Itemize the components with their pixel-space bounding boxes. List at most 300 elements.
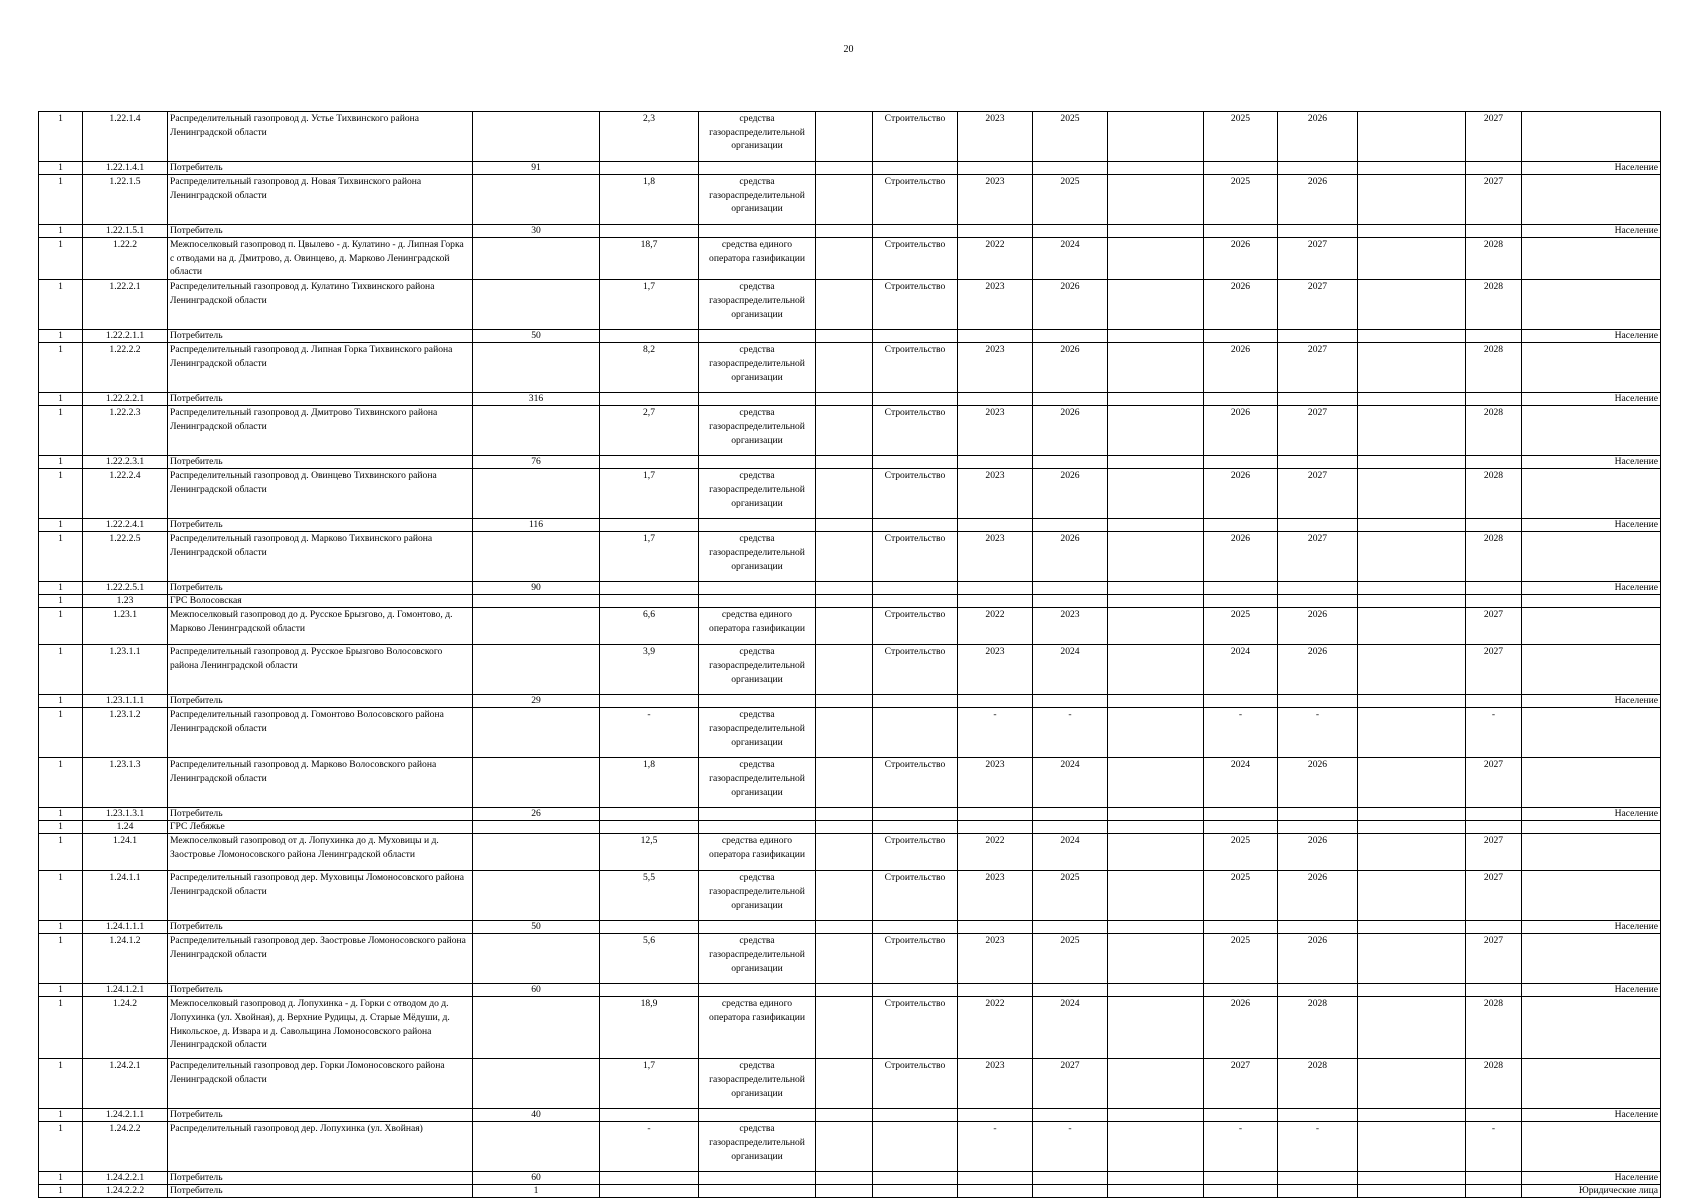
- consumer-category-cell: Население: [1522, 984, 1661, 997]
- supply-year-cell: [1278, 808, 1358, 821]
- connection-year-cell: -: [1204, 708, 1278, 758]
- consumer-count-cell: 50: [473, 921, 600, 934]
- blank-cell: [1108, 595, 1204, 608]
- funding-source-cell: средства газораспределительной организации: [699, 112, 816, 162]
- funding-source-cell: [699, 595, 816, 608]
- blank-cell: [1358, 469, 1466, 519]
- object-name-cell: Потребитель: [168, 1185, 473, 1198]
- object-name-cell: Распределительный газопровод д. Кулатино Тихвинского района Ленинградской области: [168, 280, 473, 330]
- object-name-cell: Распределительный газопровод д. Липная Горка Тихвинского района Ленинградской области: [168, 343, 473, 393]
- blank-cell: [1108, 393, 1204, 406]
- length-km-cell: 6,6: [600, 608, 699, 645]
- blank-cell: [1358, 921, 1466, 934]
- start-year-cell: 2023: [958, 758, 1033, 808]
- supply-year-cell: [1278, 393, 1358, 406]
- connection-year-cell: [1204, 921, 1278, 934]
- end-year-cell: 2025: [1033, 175, 1108, 225]
- connection-year-cell: 2025: [1204, 934, 1278, 984]
- work-type-cell: [873, 984, 958, 997]
- consumer-count-cell: [473, 532, 600, 582]
- row-index-cell: 1: [39, 997, 83, 1059]
- connection-year-cell: 2025: [1204, 112, 1278, 162]
- funding-source-cell: [699, 921, 816, 934]
- blank-cell: [1358, 112, 1466, 162]
- table-row: [39, 112, 1661, 162]
- length-km-cell: [600, 225, 699, 238]
- length-km-cell: 1,7: [600, 1059, 699, 1109]
- blank-cell: [1108, 582, 1204, 595]
- table-row: [39, 695, 1661, 708]
- completion-year-cell: [1466, 595, 1522, 608]
- completion-year-cell: 2027: [1466, 112, 1522, 162]
- supply-year-cell: 2027: [1278, 280, 1358, 330]
- object-name-cell: Потребитель: [168, 162, 473, 175]
- table-row: [39, 175, 1661, 225]
- completion-year-cell: 2027: [1466, 608, 1522, 645]
- consumer-count-cell: 26: [473, 808, 600, 821]
- start-year-cell: 2023: [958, 934, 1033, 984]
- row-index-cell: 1: [39, 1172, 83, 1185]
- length-km-cell: 1,8: [600, 758, 699, 808]
- item-code-cell: 1.24.1.1.1: [83, 921, 168, 934]
- completion-year-cell: [1466, 821, 1522, 834]
- row-index-cell: 1: [39, 984, 83, 997]
- consumer-count-cell: [473, 175, 600, 225]
- object-name-cell: Распределительный газопровод дер. Заостровье Ломоносовского района Ленинградской области: [168, 934, 473, 984]
- table-row: [39, 532, 1661, 582]
- supply-year-cell: 2026: [1278, 112, 1358, 162]
- funding-source-cell: [699, 821, 816, 834]
- table-row: [39, 406, 1661, 456]
- consumer-category-cell: Население: [1522, 695, 1661, 708]
- consumer-count-cell: [473, 469, 600, 519]
- blank-cell: [816, 532, 873, 582]
- object-name-cell: ГРС Волосовская: [168, 595, 473, 608]
- length-km-cell: [600, 162, 699, 175]
- completion-year-cell: [1466, 984, 1522, 997]
- row-index-cell: 1: [39, 280, 83, 330]
- end-year-cell: 2026: [1033, 280, 1108, 330]
- end-year-cell: [1033, 595, 1108, 608]
- completion-year-cell: [1466, 162, 1522, 175]
- supply-year-cell: [1278, 1185, 1358, 1198]
- item-code-cell: 1.22.2.5.1: [83, 582, 168, 595]
- row-index-cell: 1: [39, 645, 83, 695]
- blank-cell: [1358, 393, 1466, 406]
- table-row: [39, 758, 1661, 808]
- item-code-cell: 1.22.2.1: [83, 280, 168, 330]
- funding-source-cell: [699, 1172, 816, 1185]
- consumer-count-cell: [473, 1059, 600, 1109]
- consumer-count-cell: [473, 871, 600, 921]
- supply-year-cell: 2026: [1278, 175, 1358, 225]
- supply-year-cell: 2026: [1278, 645, 1358, 695]
- end-year-cell: 2024: [1033, 758, 1108, 808]
- blank-cell: [816, 330, 873, 343]
- supply-year-cell: 2027: [1278, 343, 1358, 393]
- blank-cell: [816, 393, 873, 406]
- blank-cell: [1108, 695, 1204, 708]
- page-number: 20: [843, 44, 854, 55]
- work-type-cell: [873, 1122, 958, 1172]
- blank-cell: [816, 758, 873, 808]
- consumer-count-cell: 91: [473, 162, 600, 175]
- blank-cell: [816, 469, 873, 519]
- supply-year-cell: [1278, 1109, 1358, 1122]
- row-index-cell: 1: [39, 238, 83, 280]
- work-type-cell: [873, 330, 958, 343]
- connection-year-cell: [1204, 1185, 1278, 1198]
- end-year-cell: [1033, 162, 1108, 175]
- connection-year-cell: 2026: [1204, 532, 1278, 582]
- blank-cell: [1358, 608, 1466, 645]
- blank-cell: [1358, 519, 1466, 532]
- row-index-cell: 1: [39, 821, 83, 834]
- connection-year-cell: 2026: [1204, 469, 1278, 519]
- start-year-cell: [958, 393, 1033, 406]
- consumer-category-cell: [1522, 608, 1661, 645]
- blank-cell: [816, 175, 873, 225]
- end-year-cell: 2027: [1033, 1059, 1108, 1109]
- object-name-cell: Распределительный газопровод д. Гомонтово Волосовского района Ленинградской области: [168, 708, 473, 758]
- work-type-cell: Строительство: [873, 280, 958, 330]
- item-code-cell: 1.23.1.3: [83, 758, 168, 808]
- item-code-cell: 1.24.2.1.1: [83, 1109, 168, 1122]
- supply-year-cell: 2026: [1278, 834, 1358, 871]
- consumer-count-cell: [473, 406, 600, 456]
- object-name-cell: Потребитель: [168, 695, 473, 708]
- completion-year-cell: [1466, 1185, 1522, 1198]
- blank-cell: [1358, 162, 1466, 175]
- completion-year-cell: 2028: [1466, 406, 1522, 456]
- blank-cell: [816, 519, 873, 532]
- completion-year-cell: [1466, 1109, 1522, 1122]
- item-code-cell: 1.24.1.1: [83, 871, 168, 921]
- start-year-cell: [958, 595, 1033, 608]
- table-row: [39, 519, 1661, 532]
- start-year-cell: -: [958, 708, 1033, 758]
- work-type-cell: [873, 456, 958, 469]
- row-index-cell: 1: [39, 330, 83, 343]
- end-year-cell: [1033, 1172, 1108, 1185]
- blank-cell: [816, 1109, 873, 1122]
- item-code-cell: 1.24.1.2: [83, 934, 168, 984]
- length-km-cell: [600, 582, 699, 595]
- consumer-category-cell: [1522, 469, 1661, 519]
- funding-source-cell: [699, 582, 816, 595]
- consumer-category-cell: [1522, 595, 1661, 608]
- work-type-cell: [873, 582, 958, 595]
- consumer-count-cell: [473, 595, 600, 608]
- blank-cell: [1108, 1122, 1204, 1172]
- supply-year-cell: [1278, 595, 1358, 608]
- blank-cell: [1358, 834, 1466, 871]
- item-code-cell: 1.24.2.2.2: [83, 1185, 168, 1198]
- object-name-cell: Потребитель: [168, 921, 473, 934]
- work-type-cell: Строительство: [873, 175, 958, 225]
- start-year-cell: 2023: [958, 469, 1033, 519]
- connection-year-cell: [1204, 1172, 1278, 1185]
- object-name-cell: Распределительный газопровод д. Русское Брызгово Волосовского района Ленинградской области: [168, 645, 473, 695]
- row-index-cell: 1: [39, 393, 83, 406]
- object-name-cell: Потребитель: [168, 330, 473, 343]
- blank-cell: [816, 1122, 873, 1172]
- work-type-cell: Строительство: [873, 834, 958, 871]
- blank-cell: [816, 582, 873, 595]
- consumer-category-cell: [1522, 1122, 1661, 1172]
- supply-year-cell: [1278, 695, 1358, 708]
- object-name-cell: Распределительный газопровод д. Марково Тихвинского района Ленинградской области: [168, 532, 473, 582]
- end-year-cell: [1033, 1185, 1108, 1198]
- blank-cell: [816, 343, 873, 393]
- row-index-cell: 1: [39, 469, 83, 519]
- table-row: [39, 343, 1661, 393]
- end-year-cell: 2023: [1033, 608, 1108, 645]
- blank-cell: [1358, 532, 1466, 582]
- object-name-cell: Распределительный газопровод д. Овинцево Тихвинского района Ленинградской области: [168, 469, 473, 519]
- length-km-cell: 1,8: [600, 175, 699, 225]
- end-year-cell: 2025: [1033, 871, 1108, 921]
- work-type-cell: Строительство: [873, 608, 958, 645]
- item-code-cell: 1.22.2.4.1: [83, 519, 168, 532]
- connection-year-cell: 2025: [1204, 834, 1278, 871]
- end-year-cell: [1033, 821, 1108, 834]
- work-type-cell: Строительство: [873, 997, 958, 1059]
- funding-source-cell: средства единого оператора газификации: [699, 238, 816, 280]
- object-name-cell: Потребитель: [168, 519, 473, 532]
- consumer-count-cell: [473, 834, 600, 871]
- completion-year-cell: 2028: [1466, 238, 1522, 280]
- work-type-cell: Строительство: [873, 532, 958, 582]
- length-km-cell: [600, 1109, 699, 1122]
- supply-year-cell: 2027: [1278, 406, 1358, 456]
- object-name-cell: Потребитель: [168, 1172, 473, 1185]
- connection-year-cell: [1204, 225, 1278, 238]
- blank-cell: [1358, 984, 1466, 997]
- blank-cell: [816, 406, 873, 456]
- blank-cell: [816, 1172, 873, 1185]
- row-index-cell: 1: [39, 595, 83, 608]
- consumer-category-cell: Население: [1522, 1109, 1661, 1122]
- end-year-cell: 2024: [1033, 997, 1108, 1059]
- supply-year-cell: 2026: [1278, 871, 1358, 921]
- consumer-count-cell: 1: [473, 1185, 600, 1198]
- start-year-cell: 2022: [958, 608, 1033, 645]
- row-index-cell: 1: [39, 532, 83, 582]
- blank-cell: [1358, 175, 1466, 225]
- supply-year-cell: 2026: [1278, 608, 1358, 645]
- blank-cell: [1358, 406, 1466, 456]
- start-year-cell: [958, 582, 1033, 595]
- consumer-count-cell: 90: [473, 582, 600, 595]
- object-name-cell: Распределительный газопровод д. Устье Тихвинского района Ленинградской области: [168, 112, 473, 162]
- connection-year-cell: [1204, 984, 1278, 997]
- connection-year-cell: [1204, 1109, 1278, 1122]
- consumer-count-cell: [473, 758, 600, 808]
- completion-year-cell: 2027: [1466, 758, 1522, 808]
- row-index-cell: 1: [39, 582, 83, 595]
- connection-year-cell: 2026: [1204, 997, 1278, 1059]
- start-year-cell: [958, 821, 1033, 834]
- blank-cell: [816, 645, 873, 695]
- table-row: [39, 469, 1661, 519]
- funding-source-cell: средства газораспределительной организации: [699, 175, 816, 225]
- connection-year-cell: 2026: [1204, 238, 1278, 280]
- start-year-cell: [958, 162, 1033, 175]
- funding-source-cell: средства газораспределительной организации: [699, 758, 816, 808]
- completion-year-cell: [1466, 921, 1522, 934]
- row-index-cell: 1: [39, 225, 83, 238]
- funding-source-cell: средства газораспределительной организации: [699, 343, 816, 393]
- item-code-cell: 1.23: [83, 595, 168, 608]
- consumer-count-cell: [473, 821, 600, 834]
- connection-year-cell: [1204, 582, 1278, 595]
- object-name-cell: Межпоселковый газопровод до д. Русское Брызгово, д. Гомонтово, д. Марково Ленинградской области: [168, 608, 473, 645]
- work-type-cell: Строительство: [873, 1059, 958, 1109]
- table-row: [39, 330, 1661, 343]
- supply-year-cell: [1278, 582, 1358, 595]
- row-index-cell: 1: [39, 1109, 83, 1122]
- work-type-cell: Строительство: [873, 343, 958, 393]
- blank-cell: [1108, 808, 1204, 821]
- blank-cell: [816, 834, 873, 871]
- object-name-cell: Распределительный газопровод д. Дмитрово Тихвинского района Ленинградской области: [168, 406, 473, 456]
- length-km-cell: 3,9: [600, 645, 699, 695]
- object-name-cell: Распределительный газопровод д. Марково Волосовского района Ленинградской области: [168, 758, 473, 808]
- completion-year-cell: -: [1466, 708, 1522, 758]
- object-name-cell: Потребитель: [168, 456, 473, 469]
- consumer-category-cell: Население: [1522, 582, 1661, 595]
- consumer-count-cell: [473, 708, 600, 758]
- row-index-cell: 1: [39, 695, 83, 708]
- blank-cell: [816, 112, 873, 162]
- blank-cell: [1358, 225, 1466, 238]
- supply-year-cell: [1278, 225, 1358, 238]
- funding-source-cell: средства газораспределительной организации: [699, 280, 816, 330]
- end-year-cell: [1033, 582, 1108, 595]
- blank-cell: [1358, 645, 1466, 695]
- length-km-cell: 12,5: [600, 834, 699, 871]
- work-type-cell: Строительство: [873, 758, 958, 808]
- start-year-cell: 2023: [958, 112, 1033, 162]
- consumer-category-cell: [1522, 758, 1661, 808]
- length-km-cell: 2,3: [600, 112, 699, 162]
- funding-source-cell: средства единого оператора газификации: [699, 608, 816, 645]
- item-code-cell: 1.22.2.2.1: [83, 393, 168, 406]
- blank-cell: [1108, 1109, 1204, 1122]
- connection-year-cell: 2025: [1204, 871, 1278, 921]
- consumer-category-cell: Население: [1522, 456, 1661, 469]
- connection-year-cell: 2026: [1204, 280, 1278, 330]
- start-year-cell: 2022: [958, 238, 1033, 280]
- work-type-cell: [873, 393, 958, 406]
- object-name-cell: Потребитель: [168, 1109, 473, 1122]
- blank-cell: [1358, 1122, 1466, 1172]
- connection-year-cell: 2025: [1204, 175, 1278, 225]
- end-year-cell: 2024: [1033, 645, 1108, 695]
- start-year-cell: [958, 519, 1033, 532]
- start-year-cell: 2023: [958, 343, 1033, 393]
- completion-year-cell: [1466, 1172, 1522, 1185]
- funding-source-cell: средства газораспределительной организации: [699, 934, 816, 984]
- blank-cell: [1108, 608, 1204, 645]
- item-code-cell: 1.23.1: [83, 608, 168, 645]
- blank-cell: [1108, 330, 1204, 343]
- table-row: [39, 997, 1661, 1059]
- consumer-count-cell: [473, 934, 600, 984]
- start-year-cell: 2023: [958, 406, 1033, 456]
- row-index-cell: 1: [39, 112, 83, 162]
- length-km-cell: 1,7: [600, 280, 699, 330]
- object-name-cell: Потребитель: [168, 225, 473, 238]
- work-type-cell: Строительство: [873, 238, 958, 280]
- connection-year-cell: [1204, 808, 1278, 821]
- table-row: [39, 225, 1661, 238]
- consumer-category-cell: [1522, 834, 1661, 871]
- length-km-cell: [600, 921, 699, 934]
- consumer-category-cell: Население: [1522, 921, 1661, 934]
- completion-year-cell: [1466, 695, 1522, 708]
- funding-source-cell: [699, 393, 816, 406]
- table-row: [39, 821, 1661, 834]
- work-type-cell: Строительство: [873, 406, 958, 456]
- supply-year-cell: 2027: [1278, 532, 1358, 582]
- blank-cell: [1108, 934, 1204, 984]
- connection-year-cell: 2024: [1204, 645, 1278, 695]
- item-code-cell: 1.22.2.2: [83, 343, 168, 393]
- blank-cell: [1358, 582, 1466, 595]
- row-index-cell: 1: [39, 175, 83, 225]
- item-code-cell: 1.22.1.4: [83, 112, 168, 162]
- item-code-cell: 1.24.2.2.1: [83, 1172, 168, 1185]
- blank-cell: [1358, 330, 1466, 343]
- supply-year-cell: -: [1278, 1122, 1358, 1172]
- consumer-count-cell: [473, 112, 600, 162]
- gasification-table: [38, 111, 1661, 1198]
- work-type-cell: Строительство: [873, 112, 958, 162]
- blank-cell: [1108, 921, 1204, 934]
- start-year-cell: [958, 921, 1033, 934]
- item-code-cell: 1.22.2: [83, 238, 168, 280]
- blank-cell: [1358, 934, 1466, 984]
- blank-cell: [1108, 532, 1204, 582]
- consumer-category-cell: [1522, 708, 1661, 758]
- funding-source-cell: [699, 162, 816, 175]
- item-code-cell: 1.24.1: [83, 834, 168, 871]
- connection-year-cell: 2026: [1204, 343, 1278, 393]
- blank-cell: [816, 1185, 873, 1198]
- table-row: [39, 280, 1661, 330]
- blank-cell: [816, 280, 873, 330]
- completion-year-cell: -: [1466, 1122, 1522, 1172]
- start-year-cell: 2022: [958, 834, 1033, 871]
- consumer-category-cell: Население: [1522, 225, 1661, 238]
- length-km-cell: 18,7: [600, 238, 699, 280]
- work-type-cell: [873, 808, 958, 821]
- length-km-cell: [600, 456, 699, 469]
- completion-year-cell: 2028: [1466, 280, 1522, 330]
- length-km-cell: 18,9: [600, 997, 699, 1059]
- item-code-cell: 1.23.1.3.1: [83, 808, 168, 821]
- object-name-cell: Распределительный газопровод дер. Муховицы Ломоносовского района Ленинградской области: [168, 871, 473, 921]
- consumer-count-cell: [473, 238, 600, 280]
- completion-year-cell: 2028: [1466, 343, 1522, 393]
- consumer-count-cell: 50: [473, 330, 600, 343]
- length-km-cell: -: [600, 1122, 699, 1172]
- connection-year-cell: [1204, 595, 1278, 608]
- funding-source-cell: средства газораспределительной организации: [699, 406, 816, 456]
- blank-cell: [816, 162, 873, 175]
